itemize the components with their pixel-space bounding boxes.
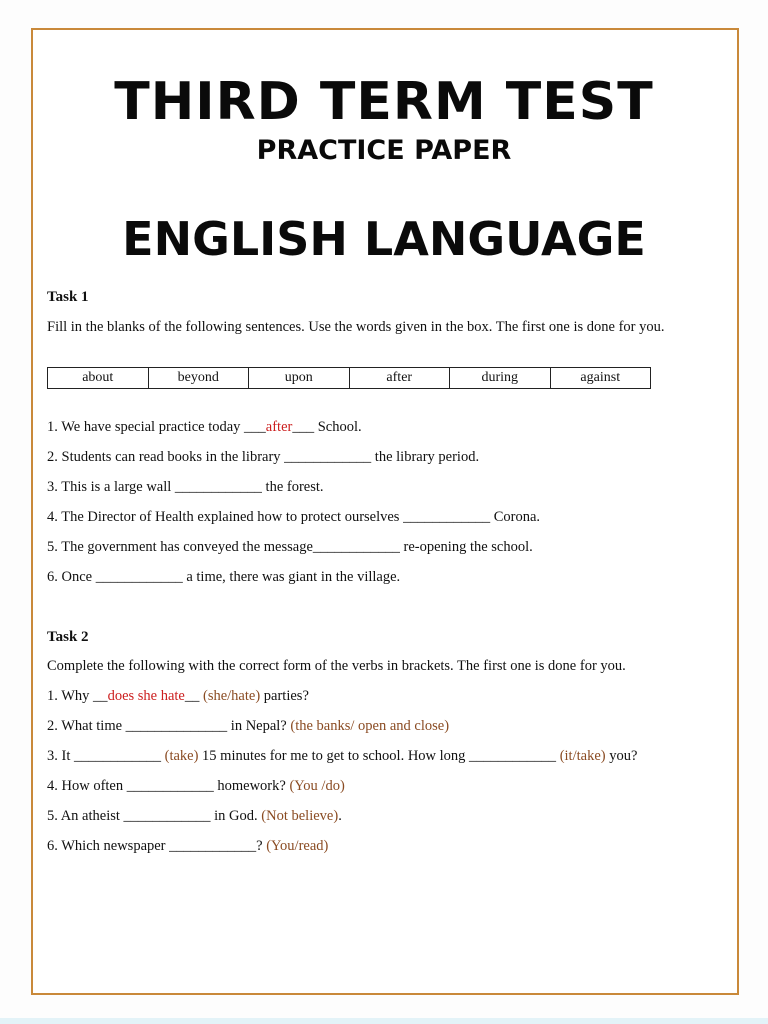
word-box-cell: against [580,370,621,385]
item-text: 2. What time ______________ in Nepal? [47,718,291,734]
item-answer: does she hate [107,688,185,704]
word-box-cell: upon [249,368,350,388]
task2-item-1 [47,688,309,705]
task2-item-5 [47,808,342,825]
item-text: 15 minutes for me to get to school. How long ____________ [198,748,560,764]
task1-item-6: 6. Once ____________ a time, there was giant in the village. [47,569,401,585]
task2-item-3 [47,748,637,765]
item-hint: (it/take) [559,748,606,764]
task1-item-3: 3. This is a large wall ____________ the forest. [47,479,324,495]
bottom-band [0,1018,768,1024]
item-hint: (she/hate) [203,688,261,704]
subject-title: ENGLISH LANGUAGE [122,212,646,266]
item-text: 1. We have special practice today ___ [47,419,266,435]
task2-heading: Task 2 [47,629,89,645]
item-text: __ [184,688,203,704]
task2-item-6 [47,838,328,855]
item-text: 5. An atheist ____________ in God. [47,808,262,824]
task2-item-2 [47,718,449,735]
item-text: you? [605,748,638,764]
word-box-cell: beyond [149,368,250,388]
item-text: ___ School. [292,419,362,435]
item-text: 6. Which newspaper ____________? [47,838,267,854]
task1-item-2: 2. Students can read books in the library ____________ the library period. [47,449,480,465]
item-hint: (take) [164,748,199,764]
task1-heading: Task 1 [47,289,89,305]
item-text: . [338,808,342,824]
word-box-cell: after [350,368,451,388]
item-answer: after [265,419,293,435]
word-box-cell: about [48,368,149,388]
task2-instruction: Complete the following with the correct form of the verbs in brackets. The first one is done for you. [47,658,626,674]
task1-item-4: 4. The Director of Health explained how to protect ourselves ____________ Corona. [47,509,541,525]
item-hint: (You /do) [289,778,345,794]
item-text: 1. Why __ [47,688,108,704]
item-text: 3. It ____________ [47,748,165,764]
task1-instruction: Fill in the blanks of the following sentences. Use the words given in the box. The first one is done for you. [47,319,665,335]
task1-item-5: 5. The government has conveyed the message____________ re-opening the school. [47,539,533,555]
item-text: 4. How often ____________ homework? [47,778,290,794]
item-text: parties? [260,688,309,704]
task1-item-1 [47,419,362,436]
word-box-cell: during [450,368,551,388]
item-hint: (Not believe) [261,808,339,824]
item-hint: (You/read) [266,838,329,854]
page-title: THIRD TERM TEST [114,72,654,132]
page-subtitle: PRACTICE PAPER [256,135,512,166]
item-hint: (the banks/ open and close) [290,718,450,734]
task2-item-4 [47,778,345,795]
word-box [47,367,651,389]
